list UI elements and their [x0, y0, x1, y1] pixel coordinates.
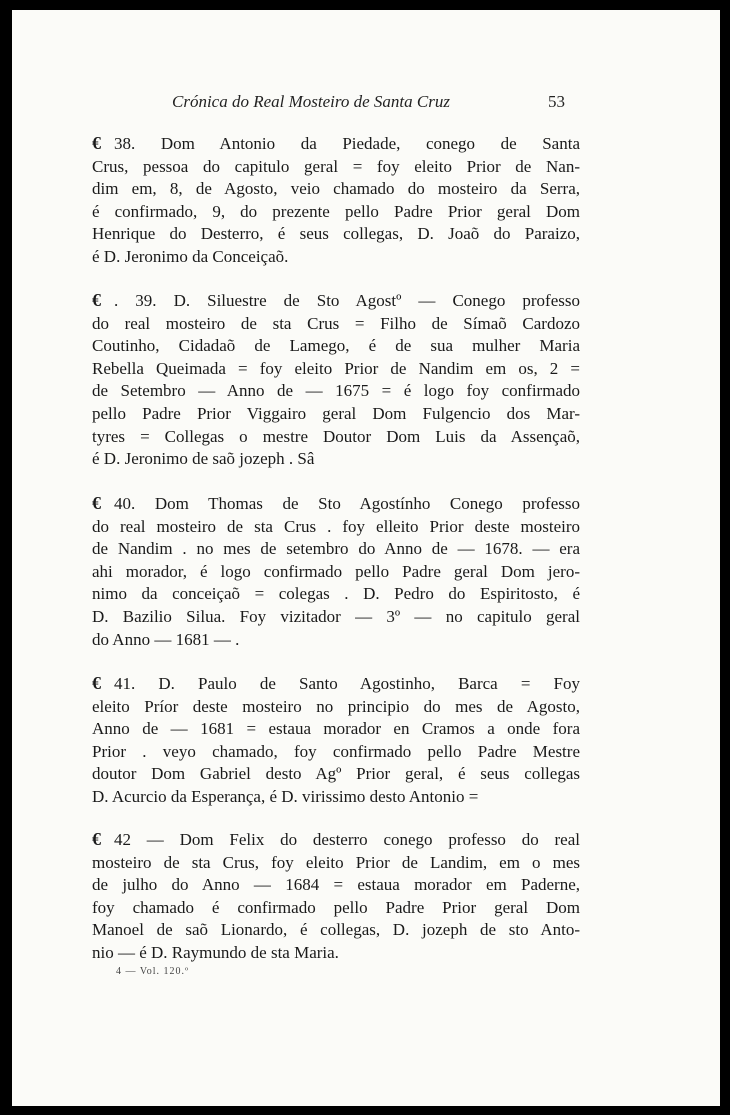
entry-line: eleito Príor deste mosteiro no principio do mes de Agosto,	[92, 696, 580, 716]
paragraph-mark-icon: €	[92, 829, 101, 849]
entry-line: nimo da conceiçaõ = colegas . D. Pedro do Espiritosto, é	[92, 584, 580, 604]
signature-mark: 4 — Vol. 120.º	[116, 966, 190, 977]
entry-line: foy chamado é confirmado pello Padre Prior geral Dom	[92, 897, 580, 917]
entry-line: do Anno — 1681 — .	[92, 629, 240, 649]
entry-line: é D. Jeronimo da Conceiçaõ.	[92, 246, 289, 266]
entry-line: 42 — Dom Felix do desterro conego professo do real	[114, 830, 580, 849]
entry-line: 41. D. Paulo de Santo Agostinho, Barca = Foy	[114, 674, 580, 693]
page-header	[12, 92, 720, 116]
entry-line: ahi morador, é logo confirmado pello Padre geral Dom jero-	[92, 561, 580, 581]
entry-line: de julho do Anno — 1684 = estaua morador em Paderne,	[92, 875, 580, 895]
entry-line: é D. Jeronimo de saõ jozeph . Sâ	[92, 449, 315, 469]
entry-line: D. Acurcio da Esperança, é D. virissimo desto Antonio =	[92, 786, 479, 806]
running-title: Crónica do Real Mosteiro de Santa Cruz	[172, 92, 450, 111]
paragraph-mark-icon: €	[92, 290, 101, 310]
entry-line: mosteiro de sta Crus, foy eleito Prior de Landim, em o mes	[92, 852, 580, 872]
paragraph-mark-icon: €	[92, 133, 101, 153]
entry-42	[92, 828, 580, 965]
book-page	[12, 10, 720, 1106]
entry-line: Manoel de saõ Lionardo, é collegas, D. jozeph de sto Anto-	[92, 920, 580, 940]
entry-line: D. Bazilio Silua. Foy vizitador — 3º — no capitulo geral	[92, 606, 580, 626]
entry-line: Anno de — 1681 = estaua morador en Cramos a onde fora	[92, 719, 580, 739]
entry-line: . 39. D. Siluestre de Sto Agostº — Conego professo	[114, 291, 580, 310]
entry-line: Rebella Queimada = foy eleito Prior de Nandim em os, 2 =	[92, 358, 580, 378]
entry-line: é confirmado, 9, do prezente pello Padre Prior geral Dom	[92, 201, 580, 221]
entry-line: Coutinho, Cidadaõ de Lamego, é de sua mulher Maria	[92, 336, 580, 356]
entry-line: tyres = Collegas o mestre Doutor Dom Luis da Assençaõ,	[92, 426, 580, 446]
paragraph-mark-icon: €	[92, 673, 101, 693]
entry-38	[92, 132, 580, 269]
entry-line: doutor Dom Gabriel desto Agº Prior geral, é seus collegas	[92, 764, 580, 784]
entry-line: de Setembro — Anno de — 1675 = é logo foy confirmado	[92, 381, 580, 401]
page-number: 53	[548, 92, 565, 111]
entry-41	[92, 672, 580, 809]
entry-line: do real mosteiro de sta Crus = Filho de Símaõ Cardozo	[92, 313, 580, 333]
entry-line: Prior . veyo chamado, foy confirmado pello Padre Mestre	[92, 741, 580, 761]
entry-line: dim em, 8, de Agosto, veio chamado do mosteiro da Serra,	[92, 179, 580, 199]
entry-line: do real mosteiro de sta Crus . foy elleito Prior deste mosteiro	[92, 516, 580, 536]
entry-line: 40. Dom Thomas de Sto Agostínho Conego professo	[114, 494, 580, 513]
entry-line: Crus, pessoa do capitulo geral = foy eleito Prior de Nan-	[92, 156, 580, 176]
paragraph-mark-icon: €	[92, 493, 101, 513]
entry-line: Henrique do Desterro, é seus collegas, D. Joaõ do Paraizo,	[92, 224, 580, 244]
entry-39	[92, 289, 580, 471]
entry-40	[92, 492, 580, 651]
entry-line: pello Padre Prior Viggairo geral Dom Fulgencio dos Mar-	[92, 403, 580, 423]
entry-line: 38. Dom Antonio da Piedade, conego de Santa	[114, 134, 580, 153]
entry-line: de Nandim . no mes de setembro do Anno de — 1678. — era	[92, 539, 580, 559]
entry-line: nio — é D. Raymundo de sta Maria.	[92, 942, 339, 962]
